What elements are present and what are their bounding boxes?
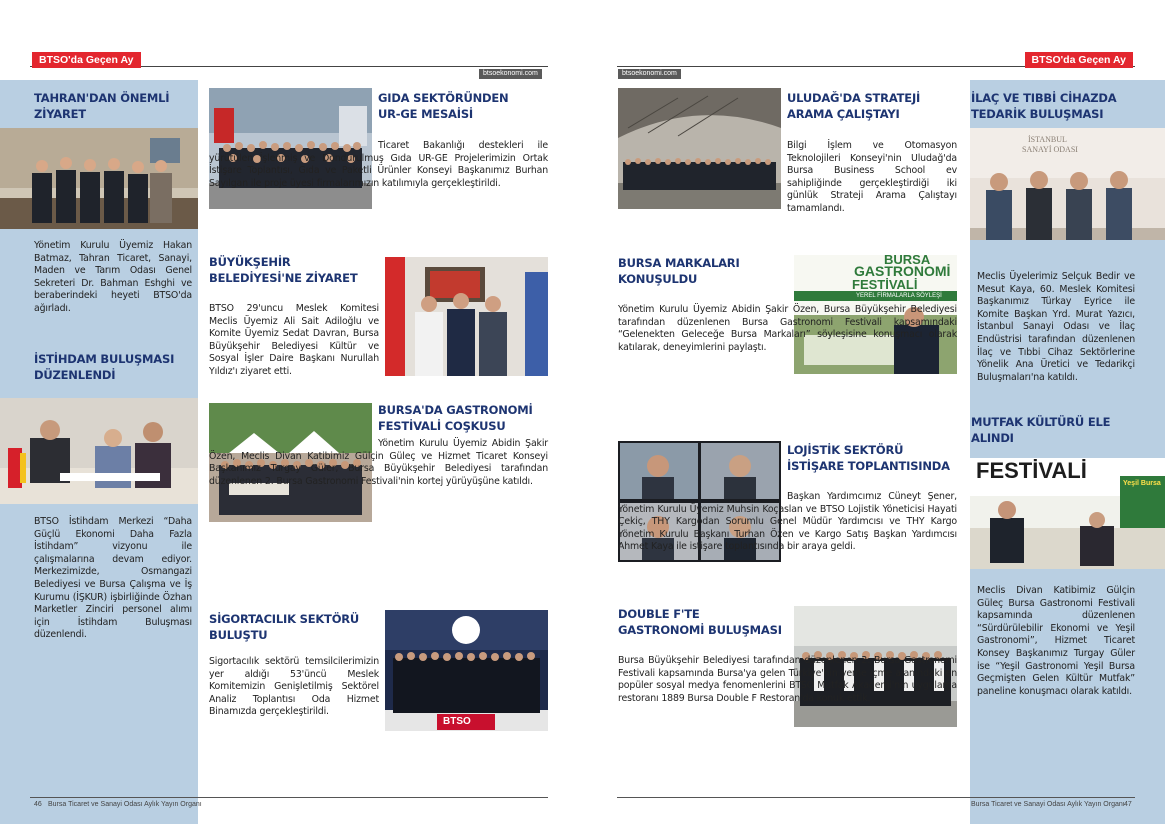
left-footer-rule	[30, 797, 548, 798]
lojistik-body: Başkan Yardımcımız Cüneyt Şener, Yönetim Kurulu Üyemiz Muhsin Koçaslan ve BTSO Lojistik Yöneticisi Hayati Çekiç, THY Kargodan Sorumlu Genel Müdür Yardımcısı ve THY Kargo Yönetim Kurulu Başkanı Turhan Özen ve Kargo Satış Başkan Yardımcısı Ahmet Kaya ile istişare toplantısında bir araya geldi.	[618, 491, 957, 553]
gastronomi-title: BURSA'DA GASTRONOMİ FESTİVALİ COŞKUSU	[378, 403, 533, 433]
gida-body: Ticaret Bakanlığı destekleri ile yürütülen İşlenmiş ve Dondurulmuş Gıda UR-GE Projelerimizin Ortak İstişare Toplantısı, Gıda ve Paketli Ürünler Konseyi Başkanımız Burhan Sayılgan ile proje üyesi firmalarımızın katılımıyla gerçekleştirildi.	[209, 140, 548, 189]
right-page-number: 47	[1124, 801, 1132, 808]
markalar-body: Yönetim Kurulu Üyemiz Abidin Şakir Özen, Bursa Büyükşehir Belediyesi tarafından düzenlenen Bursa Gastronomi Festivali kapsamındaki “Gelenekten Geleceğe Bursa Markaları” söyleşisine konuşmacı olarak katılarak, deneyimlerini paylaştı.	[618, 304, 957, 353]
istihdam-title: İSTİHDAM BULUŞMASI DÜZENLENDİ	[34, 352, 175, 382]
buyuksehir-photo	[385, 257, 548, 376]
uludag-title: ULUDAĞ'DA STRATEJİ ARAMA ÇALIŞTAYI	[787, 91, 921, 121]
sigorta-body: Sigortacılık sektörü temsilcilerimizin yer aldığı 53'üncü Meslek Komitemizin Genişletilmiş Sektörel Analiz Toplantısı Oda Hizmet Binamızda gerçekleştirildi.	[209, 656, 379, 718]
double-title: DOUBLE F'TE GASTRONOMİ BULUŞMASI	[618, 607, 782, 637]
festival-banner-c: FESTİVALİ	[852, 277, 918, 292]
festival-banner-b: GASTRONOMİ	[854, 263, 951, 279]
double-body: Bursa Büyükşehir Belediyesi tarafından düzenlenen 2. Bursa Gastronomi Festivali kapsamında Bursa'ya gelen Türkiye'nin yeme içme alanındaki en popüler sosyal medya fenomenlerini BTSO Mutfak Akademi'nin uygulama restoranı 1889 Bursa Double F Restoran'da konuk ettik.	[618, 655, 957, 704]
festival-banner-a: BURSA	[884, 255, 931, 267]
ilac-body: Meclis Üyelerimiz Selçuk Bedir ve Mesut Kaya, 60. Meslek Komitesi Başkanımız Türkay Eyrice ile Komite Başkan Yrd. Murat Yazıcı, İstanbul Sanayi Odası ve İlaç Endüstrisi tarafından düzenlenen İlaç ve Tıbbi Cihaz Sektörlerine Yönelik Ana Üretici ve Tedarikçi Buluşmaları'na katıldı.	[977, 271, 1135, 383]
markalar-title: BURSA MARKALARI KONUŞULDU	[618, 256, 740, 286]
istihdam-body: BTSO İstihdam Merkezi “Daha Güçlü Ekonomi Daha Fazla İstihdam” vizyonu ile çalışmalarına devam ediyor. Merkezimizde, Osmangazi Belediyesi ve Bursa Çalışma ve İş Kurumu (İŞKUR) işbirliğinde Özhan Marketler Zinciri personel alımı için İstihdam Buluşması düzenlendi.	[34, 516, 192, 641]
gida-title: GIDA SEKTÖRÜNDEN UR-GE MESAİSİ	[378, 91, 509, 121]
left-section-tag: BTSO'da Geçen Ay	[32, 52, 141, 68]
istanbul-sanayi-line1: İSTANBUL	[1028, 135, 1067, 144]
gastronomi-body: Yönetim Kurulu Üyemiz Abidin Şakir Özen, Meclis Divan Katibimiz Gülçin Güleç ve Hizmet Ticaret Konseyi Başkanımız Turgay Güler, Bursa Büyükşehir Belediyesi tarafından düzenlenen 2. Bursa Gastronomi Festivali'nin kortej yürüyüşüne katıldı.	[209, 438, 548, 487]
mutfak-banner: FESTİVALİ	[976, 458, 1087, 483]
right-site-url: btsoekonomi.com	[618, 69, 681, 79]
ilac-photo	[970, 128, 1165, 240]
right-footer-title: Bursa Ticaret ve Sanayi Odası Aylık Yayın Organı	[971, 801, 1125, 808]
mutfak-side-label: Yeşil Bursa	[1123, 480, 1161, 487]
sigorta-photo	[385, 610, 548, 731]
left-page-number: 46	[34, 801, 42, 808]
istanbul-sanayi-line2: SANAYİ ODASI	[1022, 145, 1078, 154]
mutfak-photo	[970, 458, 1165, 569]
uludag-photo	[618, 88, 781, 209]
left-site-url: btsoekonomi.com	[479, 69, 542, 79]
buyuksehir-title: BÜYÜKŞEHİR BELEDİYESİ'NE ZİYARET	[209, 255, 358, 285]
tahran-body: Yönetim Kurulu Üyemiz Hakan Batmaz, Tahran Ticaret, Sanayi, Maden ve Tarım Odası Genel Sekreteri Dr. Bahman Eshghi ve beraberindeki heyeti BTSO'da ağırladı.	[34, 240, 192, 314]
uludag-body: Bilgi İşlem ve Otomasyon Teknolojileri Konseyi'nin Uludağ'da Bursa Business School ev sahipliğinde gerçekleştirdiği iki günlük Strateji Arama Çalıştayı tamamlandı.	[787, 140, 957, 214]
tahran-photo	[0, 128, 198, 229]
festival-banner-small: YEREL FİRMALARLA SÖYLEŞİ	[856, 293, 942, 299]
sigorta-logo-text: BTSO	[443, 716, 471, 727]
istihdam-photo	[0, 398, 198, 504]
mutfak-body: Meclis Divan Katibimiz Gülçin Güleç Bursa Gastronomi Festivali kapsamında düzenlenen “Sürdürülebilir Ekonomi ve Yeşil Gastronomi”, Hizmet Ticaret Konsey Başkanımız Turgay Güler ise “Yeşil Gastronomi Yeşil Bursa Geçmişten Gelen Kültür Mutfak” paneline konuşmacı olarak katıldı.	[977, 585, 1135, 697]
right-section-tag: BTSO'da Geçen Ay	[1025, 52, 1134, 68]
left-footer-title: Bursa Ticaret ve Sanayi Odası Aylık Yayın Organı	[48, 801, 202, 808]
buyuksehir-body: BTSO 29'uncu Meslek Komitesi Meclis Üyemiz Ali Sait Adiloğlu ve Komite Üyemiz Sedat Davran, Bursa Büyükşehir Belediyesi Kültür ve Sosyal İşler Daire Başkanı Nurullah Yıldız'ı ziyaret etti.	[209, 303, 379, 377]
sigorta-title: SİGORTACILIK SEKTÖRÜ BULUŞTU	[209, 612, 360, 642]
lojistik-title: LOJİSTİK SEKTÖRÜ İSTİŞARE TOPLANTISINDA	[787, 443, 950, 473]
mutfak-title: MUTFAK KÜLTÜRÜ ELE ALINDI	[971, 415, 1111, 445]
right-footer-rule	[617, 797, 1135, 798]
tahran-title: TAHRAN'DAN ÖNEMLİ ZİYARET	[34, 91, 170, 121]
ilac-title: İLAÇ VE TIBBİ CİHAZDA TEDARİK BULUŞMASI	[971, 91, 1117, 121]
